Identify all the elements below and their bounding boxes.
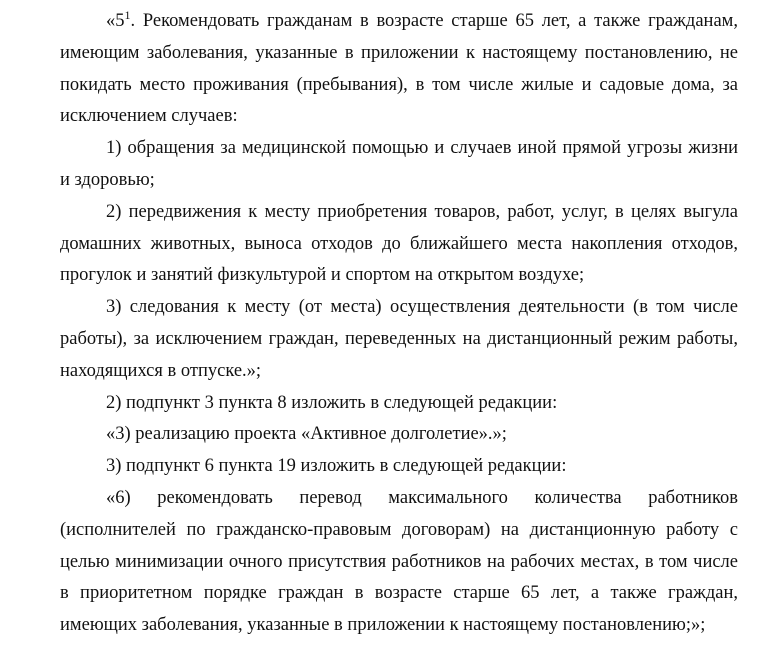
paragraph-item-1: 1) обращения за медицинской помощью и случаев иной прямой угрозы жизни и здоровью; — [60, 138, 738, 190]
paragraph-amend-3: 3) подпункт 6 пункта 19 изложить в следующей редакции: — [106, 456, 567, 477]
cropped-text-line — [152, 0, 572, 3]
paragraph-quote-6: «6) рекомендовать перевод максимального количества работников (исполнителей по гражданско-правовым договорам) на дистанционную работу с целью минимизации очного присутствия работников на рабочих местах, в том числе в приоритетном порядке граждан в возрасте старше 65 лет, а также граждан, имеющих заболевания, указанные в приложении к настоящему постановлению;»; — [60, 487, 738, 636]
paragraph-5-1 — [60, 6, 738, 133]
superscript-1: 1 — [124, 8, 131, 22]
paragraph-quote-3: «3) реализацию проекта «Активное долголетие».»; — [106, 424, 507, 445]
paragraph-text: . Рекомендовать гражданам в возрасте старше 65 лет, а также гражданам, имеющим заболевания, указанные в приложении к настоящему постановлению, не покидать место проживания (пребывания), в том числе жилые и садовые дома, за исключением случаев: — [60, 11, 738, 127]
paragraph-amend-2: 2) подпункт 3 пункта 8 изложить в следующей редакции: — [106, 392, 558, 413]
paragraph-item-3: 3) следования к месту (от места) осуществления деятельности (в том числе работы), за исключением граждан, переведенных на дистанционный режим работы, находящихся в отпуске.»; — [60, 297, 738, 381]
paragraph-prefix: «5 — [106, 11, 125, 31]
paragraph-item-2: 2) передвижения к месту приобретения товаров, работ, услуг, в целях выгула домашних животных, выноса отходов до ближайшего места накопления отходов, прогулок и занятий физкультурой и спортом на открытом воздухе; — [60, 201, 738, 286]
